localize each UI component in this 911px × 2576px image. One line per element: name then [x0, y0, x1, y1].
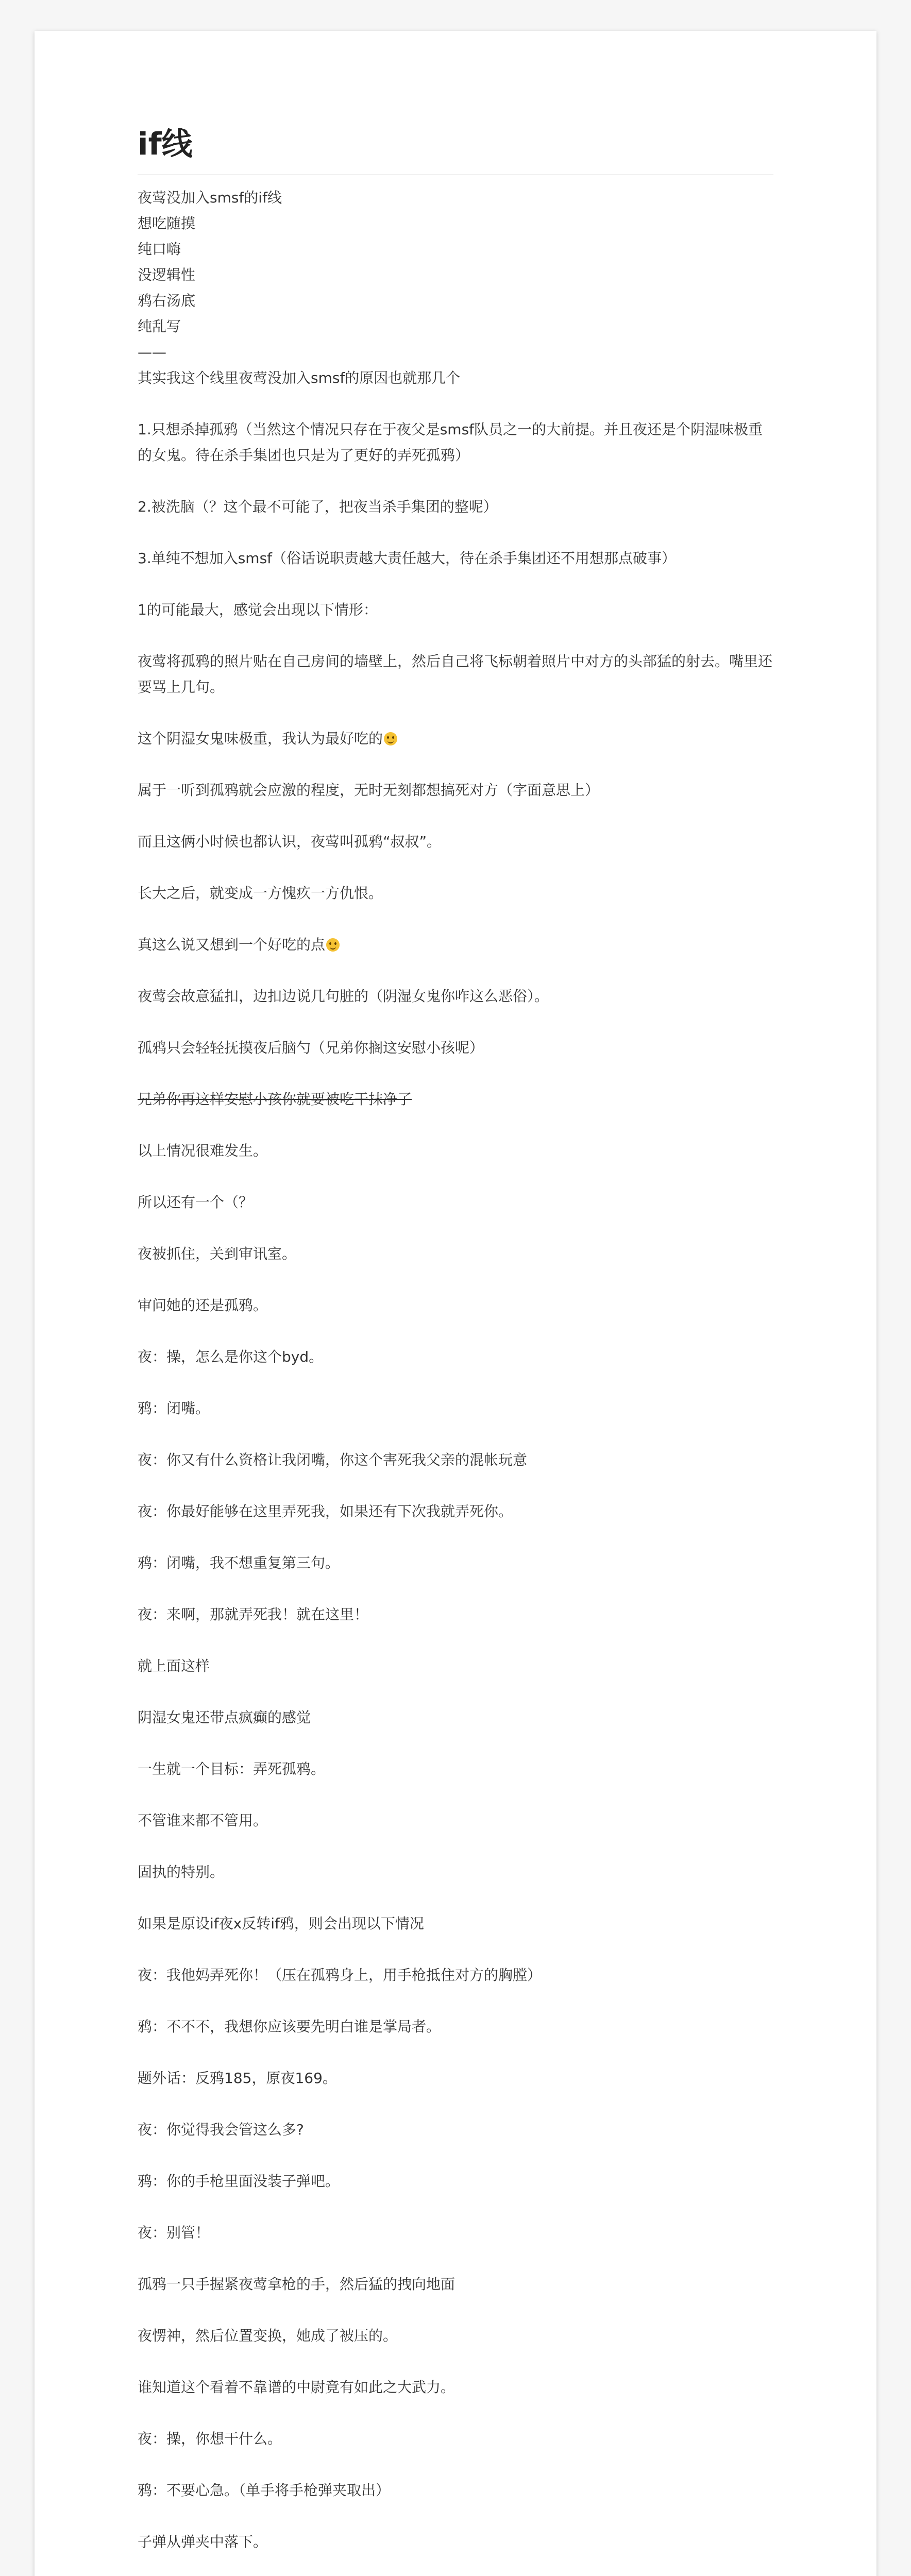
paragraph-text: 审问她的还是孤鸦。 [138, 1297, 268, 1314]
paragraph-text: 3.单纯不想加入smsf（俗话说职责越大责任越大，待在杀手集团还不用想那点破事） [138, 550, 677, 567]
paragraph-text: 题外话：反鸦185，原夜169。 [138, 2070, 337, 2087]
paragraph [138, 1241, 773, 1267]
paragraph-text: 鸦：闭嘴，我不想重复第三句。 [138, 1554, 340, 1571]
paragraph [138, 2323, 773, 2349]
paragraph-text: 夜莺将孤鸦的照片贴在自己房间的墙壁上，然后自己将飞标朝着照片中对方的头部猛的射去。嘴里还要骂上几句。 [138, 653, 773, 696]
paragraph-text: 阴湿女鬼还带点疯癫的感觉 [138, 1709, 311, 1726]
paragraph [138, 1962, 773, 1988]
paragraph-text: 夜：操，你想干什么。 [138, 2430, 282, 2447]
paragraph-list [138, 365, 773, 2576]
paragraph [138, 1447, 773, 1473]
paragraph [138, 2375, 773, 2400]
paragraph-text: 夜：别管！ [138, 2224, 210, 2241]
paragraph-text: 夜：来啊，那就弄死我！就在这里！ [138, 1606, 369, 1623]
paragraph-text: 真这么说又想到一个好吃的点 [138, 936, 326, 953]
paragraph-text: 固执的特别。 [138, 1863, 225, 1880]
paragraph-text: 长大之后，就变成一方愧疚一方仇恨。 [138, 885, 383, 902]
paragraph-text: 夜：你觉得我会管这么多? [138, 2121, 304, 2138]
paragraph-text: 2.被洗脑（？这个最不可能了，把夜当杀手集团的整呢） [138, 498, 498, 515]
paragraph-text: 夜：你最好能够在这里弄死我，如果还有下次我就弄死你。 [138, 1503, 513, 1520]
paragraph [138, 2220, 773, 2246]
paragraph [138, 2272, 773, 2297]
paragraph [138, 932, 773, 958]
intro-line: 纯口嗨 [138, 241, 181, 258]
paragraph [138, 2426, 773, 2452]
paragraph-text: 兄弟你再这样安慰小孩你就要被吃干抹净了 [138, 1091, 412, 1108]
paragraph [138, 880, 773, 906]
intro-line: 夜莺没加入smsf的if线 [138, 189, 282, 206]
paragraph-text: 这个阴湿女鬼味极重，我认为最好吃的 [138, 730, 383, 747]
paragraph [138, 1602, 773, 1628]
paragraph-text: 夜：你又有什么资格让我闭嘴，你这个害死我父亲的混帐玩意 [138, 1451, 528, 1468]
paragraph [138, 1859, 773, 1885]
paragraph [138, 2478, 773, 2503]
paragraph-text: 夜莺会故意猛扣，边扣边说几句脏的（阴湿女鬼你咋这么恶俗）。 [138, 988, 549, 1005]
paragraph [138, 365, 773, 391]
paragraph [138, 2529, 773, 2555]
paragraph-text: 1的可能最大，感觉会出现以下情形： [138, 601, 378, 618]
paragraph-text: 一生就一个目标：弄死孤鸦。 [138, 1760, 326, 1777]
paragraph-text: 不管谁来都不管用。 [138, 1812, 268, 1829]
smile-emoji-icon [384, 732, 397, 745]
paragraph [138, 2117, 773, 2143]
paragraph [138, 1087, 773, 1112]
paragraph [138, 1653, 773, 1679]
paragraph [138, 726, 773, 752]
paragraph-text: 夜：操，怎么是你这个byd。 [138, 1348, 324, 1365]
paragraph [138, 1190, 773, 1215]
paragraph [138, 494, 773, 520]
paragraph [138, 1293, 773, 1318]
paragraph-text: 鸦：不要心急。（单手将手枪弹夹取出） [138, 2482, 391, 2499]
paragraph [138, 2065, 773, 2091]
document-page [35, 31, 876, 2576]
paragraph-text: 所以还有一个（？ [138, 1194, 254, 1211]
paragraph [138, 1756, 773, 1782]
article-title: if线 [138, 129, 773, 175]
paragraph [138, 1499, 773, 1524]
paragraph-text: 如果是原设if夜x反转if鸦，则会出现以下情况 [138, 1915, 424, 1932]
paragraph-text: 而且这俩小时候也都认识，夜莺叫孤鸦“叔叔”。 [138, 833, 442, 850]
smile-emoji-icon [326, 938, 340, 952]
paragraph [138, 417, 773, 468]
paragraph [138, 546, 773, 571]
intro-block [138, 185, 773, 365]
paragraph [138, 1138, 773, 1164]
paragraph-text: 鸦：闭嘴。 [138, 1400, 210, 1417]
intro-line: 鸦右汤底 [138, 292, 196, 309]
paragraph-text: 谁知道这个看着不靠谱的中尉竟有如此之大武力。 [138, 2379, 455, 2396]
paragraph-text: 以上情况很难发生。 [138, 1142, 268, 1159]
paragraph-text: 子弹从弹夹中落下。 [138, 2533, 268, 2550]
paragraph-text: 其实我这个线里夜莺没加入smsf的原因也就那几个 [138, 369, 461, 386]
paragraph [138, 1911, 773, 1937]
intro-line: 想吃随摸 [138, 215, 196, 232]
paragraph-text: 孤鸦一只手握紧夜莺拿枪的手，然后猛的拽向地面 [138, 2276, 455, 2293]
paragraph [138, 2168, 773, 2194]
paragraph-text: 就上面这样 [138, 1657, 210, 1674]
paragraph [138, 829, 773, 855]
paragraph [138, 984, 773, 1009]
paragraph [138, 1396, 773, 1421]
paragraph [138, 1035, 773, 1061]
paragraph [138, 1808, 773, 1834]
paragraph [138, 649, 773, 700]
article-content [138, 185, 773, 2576]
paragraph-text: 鸦：你的手枪里面没装子弹吧。 [138, 2173, 340, 2190]
paragraph [138, 597, 773, 623]
paragraph-text: 属于一听到孤鸦就会应激的程度，无时无刻都想搞死对方（字面意思上） [138, 782, 600, 799]
paragraph-text: 夜愣神，然后位置变换，她成了被压的。 [138, 2327, 398, 2344]
intro-line: —— [138, 344, 166, 361]
paragraph-text: 夜被抓住，关到审讯室。 [138, 1245, 297, 1262]
intro-line: 没逻辑性 [138, 266, 196, 283]
intro-line: 纯乱写 [138, 318, 181, 335]
paragraph-text: 孤鸦只会轻轻抚摸夜后脑勺（兄弟你搁这安慰小孩呢） [138, 1039, 484, 1056]
paragraph [138, 1344, 773, 1370]
paragraph-text: 1.只想杀掉孤鸦（当然这个情况只存在于夜父是smsf队员之一的大前提。并且夜还是个阴湿味极重的女鬼。待在杀手集团也只是为了更好的弄死孤鸦） [138, 421, 763, 464]
paragraph-text: 鸦：不不不，我想你应该要先明白谁是掌局者。 [138, 2018, 441, 2035]
paragraph [138, 777, 773, 803]
paragraph [138, 2014, 773, 2040]
paragraph [138, 1705, 773, 1731]
paragraph [138, 1550, 773, 1576]
paragraph-text: 夜：我他妈弄死你！（压在孤鸦身上，用手枪抵住对方的胸膛） [138, 1967, 542, 1984]
